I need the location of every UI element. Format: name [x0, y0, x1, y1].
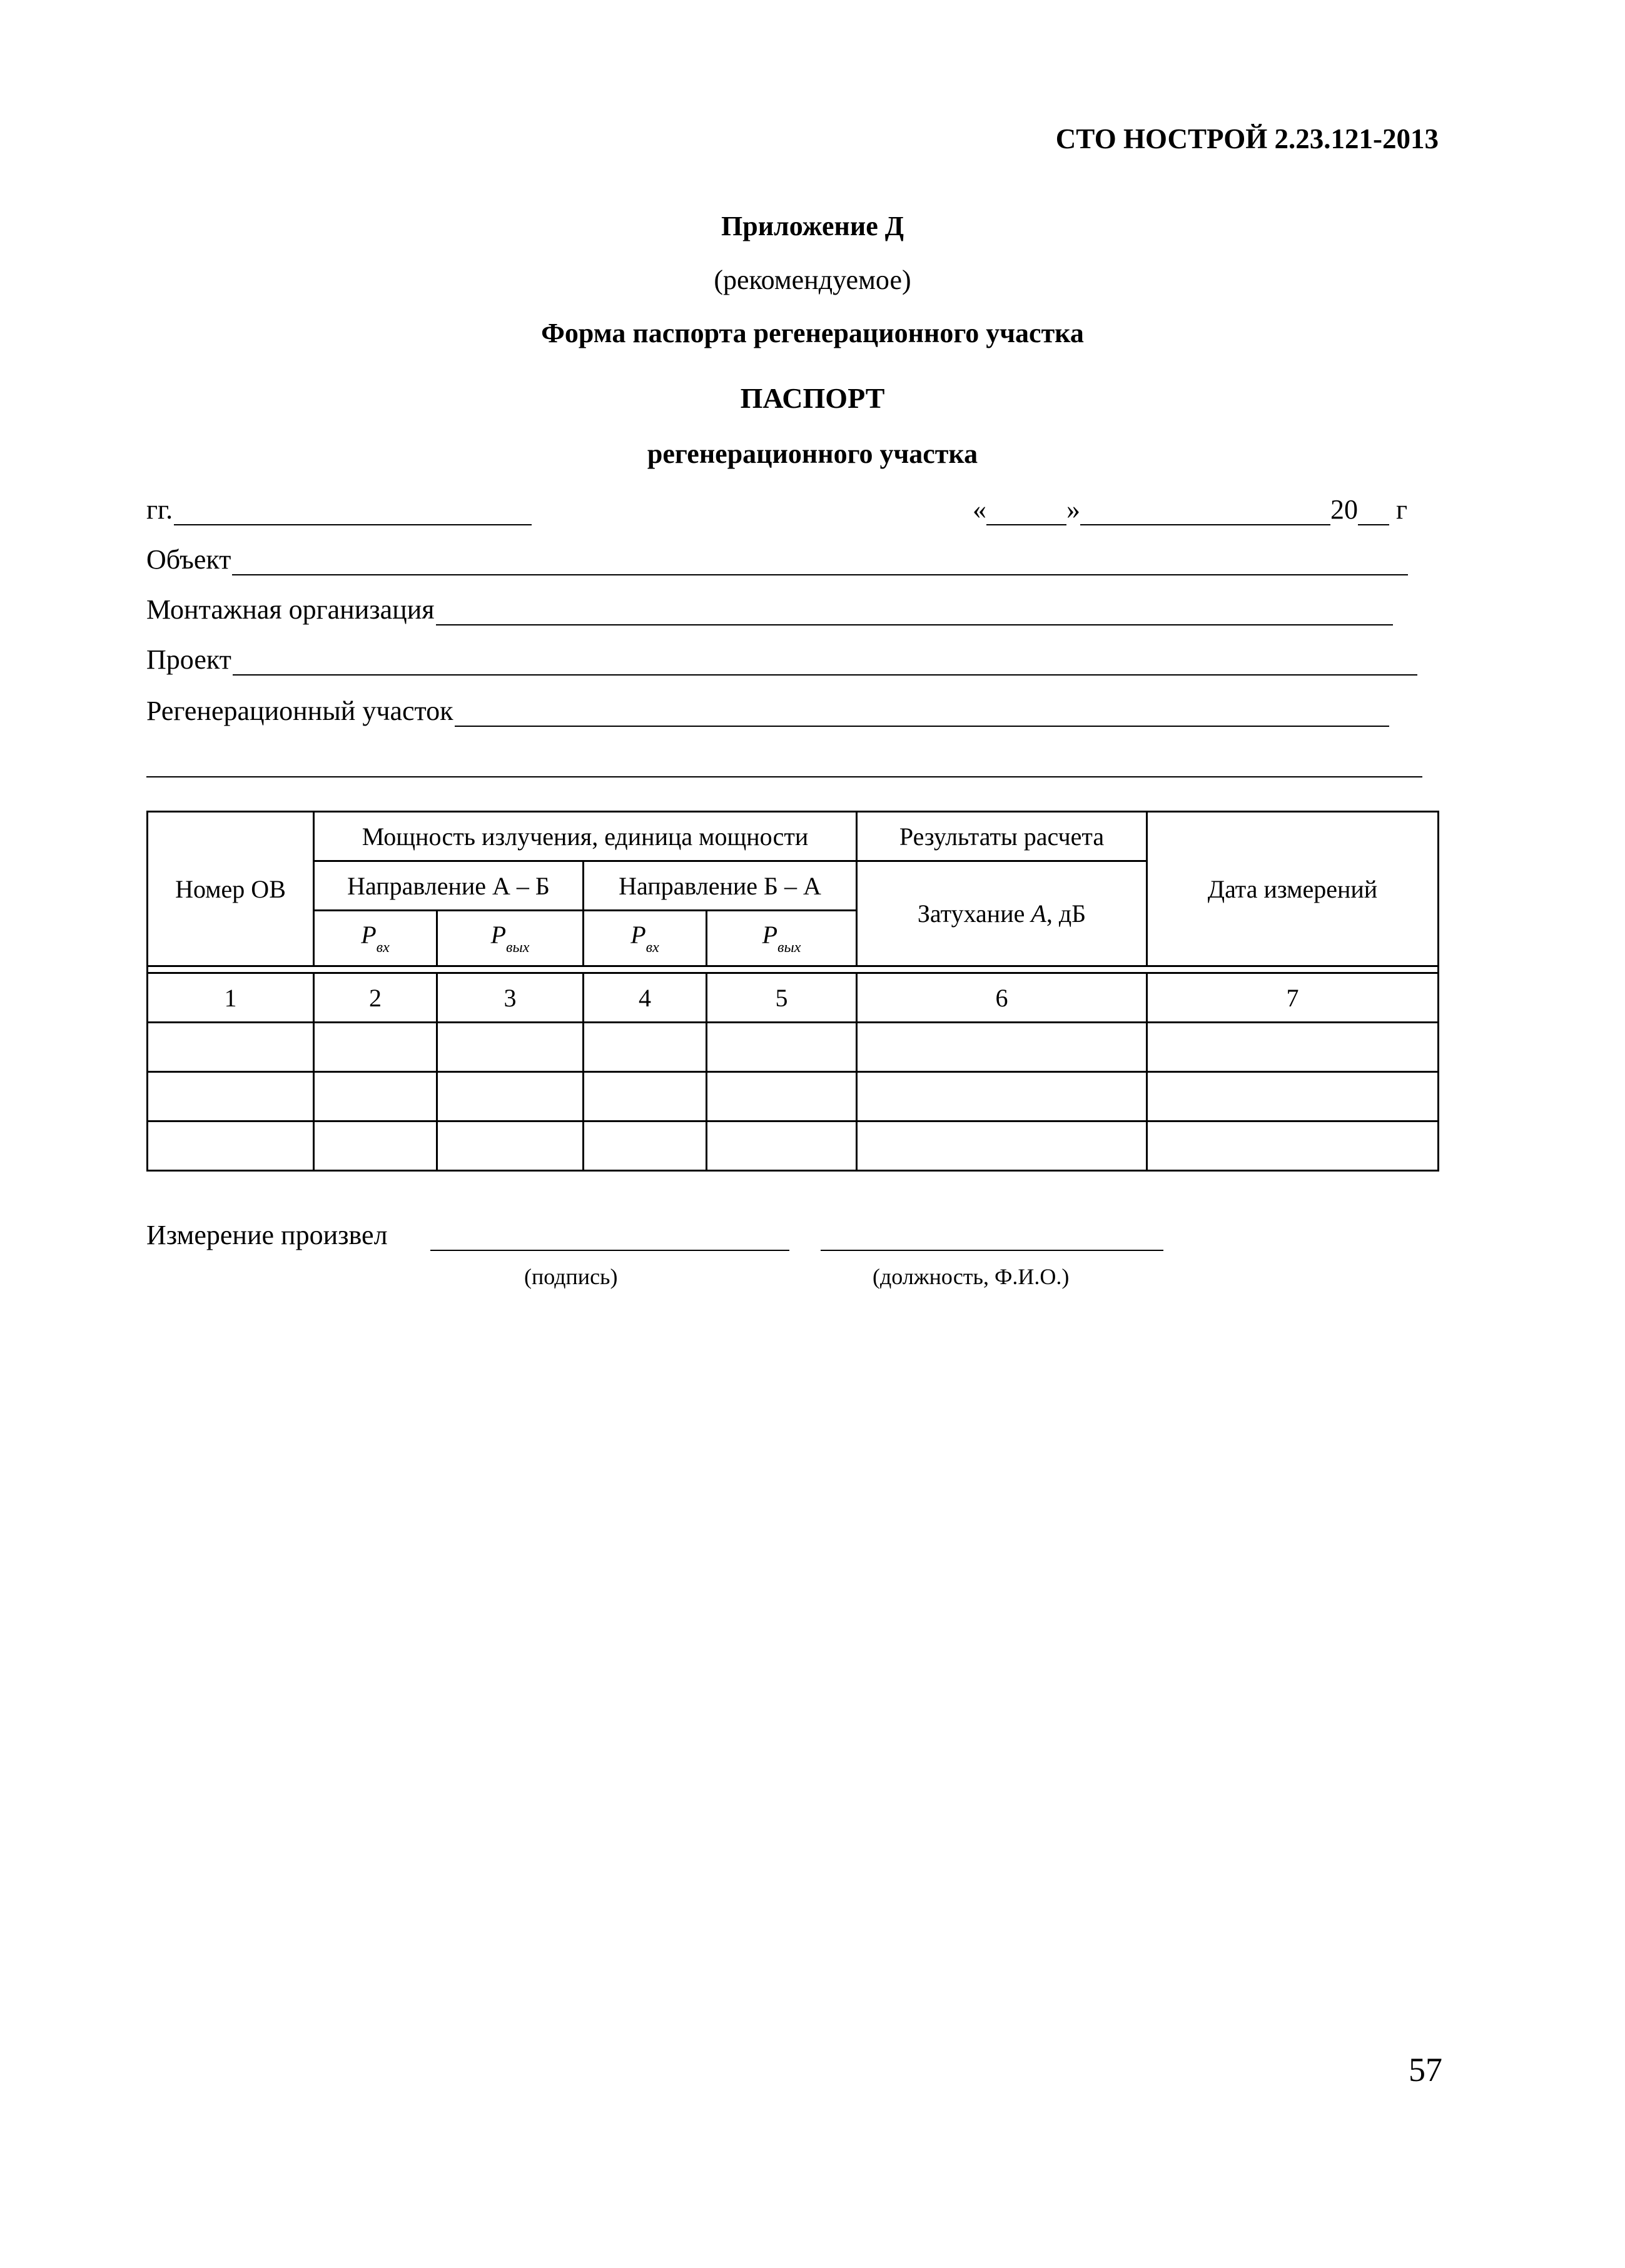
appendix-type: (рекомендуемое) — [714, 265, 911, 295]
date-close-quote: » — [1066, 494, 1080, 525]
object-fill-line[interactable] — [232, 548, 1408, 575]
attenuation-unit: , дБ — [1046, 899, 1086, 928]
date-day-line[interactable] — [986, 498, 1066, 525]
table-cell[interactable] — [437, 1072, 584, 1121]
column-number: 2 — [314, 973, 437, 1023]
attenuation-var: А — [1031, 899, 1046, 928]
document-code: СТО НОСТРОЙ 2.23.121-2013 — [1055, 123, 1439, 154]
header-direction-ab: Направление А – Б — [314, 861, 584, 911]
table-cell[interactable] — [584, 1072, 707, 1121]
section-label: Регенерационный участок — [146, 696, 453, 726]
table-cell[interactable] — [314, 1072, 437, 1121]
column-number: 6 — [857, 973, 1147, 1023]
column-number-row — [148, 973, 1439, 1023]
date-open-quote: « — [973, 494, 986, 525]
header-p-in-ab — [314, 911, 437, 966]
project-field[interactable] — [146, 640, 1417, 676]
organization-label: Монтажная организация — [146, 594, 435, 625]
object-field[interactable] — [146, 540, 1408, 575]
header-separator — [148, 966, 1439, 973]
table-cell[interactable] — [437, 1121, 584, 1171]
appendix-title: Приложение Д — [721, 211, 904, 241]
signature-caption: (подпись) — [524, 1264, 618, 1289]
section-continuation-line[interactable] — [146, 776, 1422, 777]
project-fill-line[interactable] — [233, 648, 1417, 676]
column-number: 4 — [584, 973, 707, 1023]
column-number: 5 — [707, 973, 857, 1023]
p-in-sub: вх — [376, 939, 390, 956]
table-cell[interactable] — [584, 1023, 707, 1072]
header-p-out-ba — [707, 911, 857, 966]
form-title: Форма паспорта регенерационного участка — [541, 318, 1084, 348]
header-attenuation — [857, 861, 1147, 966]
p-letter: P — [361, 921, 377, 949]
header-p-out-ab — [437, 911, 584, 966]
table-cell[interactable] — [1147, 1072, 1439, 1121]
header-date: Дата измерений — [1147, 812, 1439, 966]
city-fill-line[interactable] — [174, 498, 532, 525]
table-cell[interactable] — [314, 1023, 437, 1072]
date-month-line[interactable] — [1080, 498, 1330, 525]
table-row — [148, 1072, 1439, 1121]
p-letter: P — [630, 921, 646, 949]
project-label: Проект — [146, 644, 231, 675]
passport-title: ПАСПОРТ — [740, 382, 885, 414]
passport-subtitle: регенерационного участка — [647, 438, 978, 469]
organization-fill-line[interactable] — [436, 598, 1393, 625]
city-field[interactable] — [146, 490, 532, 525]
object-label: Объект — [146, 544, 231, 575]
table-cell[interactable] — [148, 1121, 314, 1171]
table-row — [148, 1023, 1439, 1072]
p-out-sub: вых — [777, 939, 801, 956]
p-out-sub: вых — [506, 939, 530, 956]
table-cell[interactable] — [148, 1072, 314, 1121]
header-power: Мощность излучения, единица мощности — [314, 812, 857, 861]
page-number: 57 — [1409, 2051, 1442, 2088]
date-year-prefix: 20 — [1330, 494, 1358, 525]
table-cell[interactable] — [857, 1023, 1147, 1072]
table-cell[interactable] — [437, 1023, 584, 1072]
p-letter: P — [490, 921, 507, 949]
table-cell[interactable] — [314, 1121, 437, 1171]
table-cell[interactable] — [148, 1023, 314, 1072]
attenuation-label: Затухание — [917, 899, 1031, 928]
header-fiber-number: Номер ОВ — [148, 812, 314, 966]
date-year-line[interactable] — [1358, 498, 1389, 525]
table-cell[interactable] — [584, 1121, 707, 1171]
column-number: 1 — [148, 973, 314, 1023]
section-field[interactable] — [146, 692, 1389, 727]
column-number: 7 — [1147, 973, 1439, 1023]
table-cell[interactable] — [707, 1121, 857, 1171]
column-number: 3 — [437, 973, 584, 1023]
table-cell[interactable] — [1147, 1023, 1439, 1072]
p-in-sub: вх — [645, 939, 659, 956]
header-results: Результаты расчета — [857, 812, 1147, 861]
position-name-line[interactable] — [821, 1216, 1163, 1251]
date-year-suffix: г — [1389, 494, 1408, 525]
passport-table — [146, 811, 1439, 1172]
table-cell[interactable] — [707, 1072, 857, 1121]
table-cell[interactable] — [1147, 1121, 1439, 1171]
organization-field[interactable] — [146, 590, 1393, 625]
table-cell[interactable] — [857, 1121, 1147, 1171]
section-fill-line[interactable] — [455, 699, 1389, 727]
position-caption: (должность, Ф.И.О.) — [873, 1264, 1070, 1289]
header-p-in-ba — [584, 911, 707, 966]
header-direction-ba: Направление Б – А — [584, 861, 857, 911]
table-row — [148, 1121, 1439, 1171]
table-cell[interactable] — [857, 1072, 1147, 1121]
p-letter: P — [762, 921, 778, 949]
signature-line[interactable] — [430, 1216, 789, 1251]
date-field[interactable] — [973, 490, 1407, 525]
measured-by-label: Измерение произвел — [146, 1220, 388, 1250]
table-cell[interactable] — [707, 1023, 857, 1072]
city-label: гг. — [146, 494, 173, 525]
